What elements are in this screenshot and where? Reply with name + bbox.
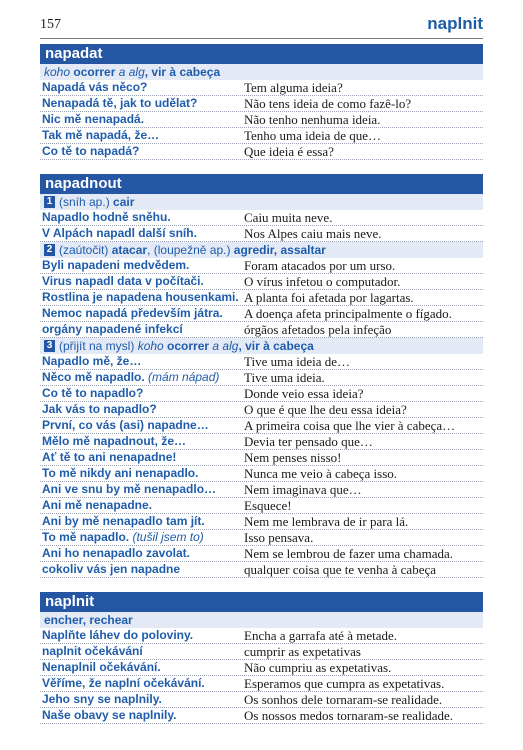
example-row xyxy=(40,692,483,708)
example-row xyxy=(40,628,483,644)
portuguese-translation: A doença afeta principalmente o fígado. xyxy=(244,306,452,321)
czech-example xyxy=(40,660,242,675)
czech-text: Nenaplnil očekávání. xyxy=(42,660,161,674)
portuguese-translation: Nem penses nisso! xyxy=(244,450,342,465)
sense-label-part: koho xyxy=(137,339,168,353)
example-row xyxy=(40,482,483,498)
page-header xyxy=(40,14,483,39)
portuguese-translation: Que ideia é essa? xyxy=(244,144,334,159)
portuguese-translation: Nem se lembrou de fazer uma chamada. xyxy=(244,546,453,561)
portuguese-translation: Tem alguma ideia? xyxy=(244,80,343,95)
example-row xyxy=(40,112,483,128)
czech-text: Ani ve snu by mě nenapadlo… xyxy=(42,482,217,496)
czech-example xyxy=(40,290,242,305)
czech-text: Nemoc napadá především játra. xyxy=(42,306,223,320)
czech-text: To mě napadlo. xyxy=(42,530,130,544)
example-row xyxy=(40,322,483,338)
portuguese-translation: Donde veio essa ideia? xyxy=(244,386,364,401)
czech-example xyxy=(40,482,242,497)
czech-example xyxy=(40,226,242,241)
example-row xyxy=(40,402,483,418)
czech-text: Byli napadeni medvědem. xyxy=(42,258,190,272)
czech-example xyxy=(40,112,242,127)
sense-label-part: agredir, assaltar xyxy=(233,243,326,257)
example-row xyxy=(40,80,483,96)
example-row xyxy=(40,514,483,530)
example-row xyxy=(40,290,483,306)
portuguese-translation: Não tens ideia de como fazê-lo? xyxy=(244,96,412,111)
dictionary-content xyxy=(40,44,483,738)
sense-line xyxy=(40,338,483,354)
sense-label-part: (zaútočit) xyxy=(59,243,112,257)
czech-text: Rostlina je napadena housenkami. xyxy=(42,290,239,304)
czech-text: cokoliv vás jen napadne xyxy=(42,562,181,576)
czech-example xyxy=(40,128,242,143)
example-row xyxy=(40,546,483,562)
usage-note: (tušil jsem to) xyxy=(129,530,204,544)
example-row xyxy=(40,386,483,402)
czech-text: Naplňte láhev do poloviny. xyxy=(42,628,194,642)
portuguese-translation: O vírus infetou o computador. xyxy=(244,274,401,289)
czech-example xyxy=(40,370,242,385)
czech-example xyxy=(40,676,242,691)
sense-label-part: ocorrer xyxy=(73,65,119,79)
example-row xyxy=(40,562,483,578)
sense-label-part: , vir à cabeça xyxy=(238,339,314,353)
czech-text: Tak mě napadá, že… xyxy=(42,128,160,142)
czech-text: Mělo mě napadnout, že… xyxy=(42,434,187,448)
czech-example xyxy=(40,96,242,111)
czech-text: Jeho sny se naplnily. xyxy=(42,692,162,706)
czech-example xyxy=(40,514,242,529)
example-row xyxy=(40,644,483,660)
example-row xyxy=(40,708,483,724)
portuguese-translation: Tive uma ideia de… xyxy=(244,354,351,369)
example-row xyxy=(40,530,483,546)
czech-text: Něco mě napadlo. xyxy=(42,370,145,384)
entry-headword: naplnit xyxy=(40,592,483,612)
czech-text: Ani by mě nenapadlo tam jít. xyxy=(42,514,205,528)
czech-text: Věříme, že naplní očekávání. xyxy=(42,676,205,690)
sense-label-part: a alg xyxy=(118,65,145,79)
czech-example xyxy=(40,354,242,369)
portuguese-translation: Os nossos medos tornaram-se realidade. xyxy=(244,708,454,723)
dictionary-entry xyxy=(40,592,483,724)
sense-label-part: (přijít na mysl) xyxy=(59,339,138,353)
example-row xyxy=(40,210,483,226)
example-row xyxy=(40,450,483,466)
sense-label-part: encher, rechear xyxy=(44,613,133,627)
czech-example xyxy=(40,258,242,273)
example-row xyxy=(40,660,483,676)
usage-note: (mám nápad) xyxy=(144,370,220,384)
czech-example xyxy=(40,692,242,707)
czech-example xyxy=(40,144,242,159)
portuguese-translation: Nem me lembrava de ir para lá. xyxy=(244,514,409,529)
running-head: naplnit xyxy=(427,14,483,33)
portuguese-translation: Não tenho nenhuma ideia. xyxy=(244,112,381,127)
czech-example xyxy=(40,466,242,481)
czech-example xyxy=(40,708,242,723)
sense-label-part: cair xyxy=(113,195,135,209)
portuguese-translation: Tive uma ideia. xyxy=(244,370,325,385)
example-row xyxy=(40,354,483,370)
example-row xyxy=(40,96,483,112)
czech-text: Ani mě nenapadne. xyxy=(42,498,153,512)
portuguese-translation: Isso pensava. xyxy=(244,530,314,545)
dictionary-entry xyxy=(40,44,483,160)
czech-text: naplnit očekávání xyxy=(42,644,143,658)
portuguese-translation: Foram atacados por um urso. xyxy=(244,258,396,273)
portuguese-translation: O que é que lhe deu essa ideia? xyxy=(244,402,407,417)
example-row xyxy=(40,418,483,434)
sense-label-part: koho xyxy=(44,65,74,79)
portuguese-translation: Nunca me veio à cabeça isso. xyxy=(244,466,398,481)
czech-example xyxy=(40,628,242,643)
sense-line xyxy=(40,194,483,210)
sense-label-part: atacar xyxy=(111,243,148,257)
portuguese-translation: A planta foi afetada por lagartas. xyxy=(244,290,414,305)
czech-example xyxy=(40,402,242,417)
czech-text: Co tě to napadlo? xyxy=(42,386,144,400)
portuguese-translation: Esquece! xyxy=(244,498,292,513)
portuguese-translation: Nem imaginava que… xyxy=(244,482,362,497)
portuguese-translation: Devia ter pensado que… xyxy=(244,434,373,449)
sense-label-part: ocorrer xyxy=(167,339,213,353)
czech-example xyxy=(40,530,242,545)
czech-text: To mě nikdy ani nenapadlo. xyxy=(42,466,199,480)
page-number: 157 xyxy=(40,17,61,32)
czech-example xyxy=(40,306,242,321)
czech-example xyxy=(40,450,242,465)
example-row xyxy=(40,274,483,290)
czech-text: Jak vás to napadlo? xyxy=(42,402,157,416)
portuguese-translation: Esperamos que cumpra as expetativas. xyxy=(244,676,445,691)
portuguese-translation: Nos Alpes caiu mais neve. xyxy=(244,226,382,241)
portuguese-translation: A primeira coisa que lhe vier à cabeça… xyxy=(244,418,456,433)
czech-example xyxy=(40,210,242,225)
sense-number-badge: 2 xyxy=(44,244,55,256)
example-row xyxy=(40,226,483,242)
portuguese-translation: Não cumpriu as expetativas. xyxy=(244,660,392,675)
portuguese-translation: órgãos afetados pela infeção xyxy=(244,322,392,337)
portuguese-translation: Os sonhos dele tornaram-se realidade. xyxy=(244,692,443,707)
sense-label-part: a alg xyxy=(212,339,239,353)
czech-text: Virus napadl data v počítači. xyxy=(42,274,204,288)
czech-example xyxy=(40,274,242,289)
example-row xyxy=(40,498,483,514)
czech-example xyxy=(40,434,242,449)
czech-text: orgány napadené infekcí xyxy=(42,322,183,336)
portuguese-translation: cumprir as expetativas xyxy=(244,644,361,659)
czech-text: Napadá vás něco? xyxy=(42,80,148,94)
example-row xyxy=(40,434,483,450)
example-row xyxy=(40,676,483,692)
czech-text: Co tě to napadá? xyxy=(42,144,140,158)
sense-line xyxy=(40,612,483,628)
portuguese-translation: Tenho uma ideia de que… xyxy=(244,128,381,143)
czech-text: První, co vás (asi) napadne… xyxy=(42,418,209,432)
example-row xyxy=(40,306,483,322)
example-row xyxy=(40,128,483,144)
czech-text: Naše obavy se naplnily. xyxy=(42,708,177,722)
czech-text: V Alpách napadl další sníh. xyxy=(42,226,197,240)
czech-text: Nic mě nenapadá. xyxy=(42,112,145,126)
czech-example xyxy=(40,418,242,433)
czech-text: Napadlo mě, že… xyxy=(42,354,142,368)
sense-number-badge: 3 xyxy=(44,340,55,352)
czech-text: Nenapadá tě, jak to udělat? xyxy=(42,96,198,110)
czech-example xyxy=(40,386,242,401)
dictionary-entry xyxy=(40,174,483,578)
czech-example xyxy=(40,80,242,95)
czech-example xyxy=(40,322,242,337)
czech-example xyxy=(40,562,242,577)
sense-label-part: , vir à cabeça xyxy=(144,65,221,79)
czech-text: Ani ho nenapadlo zavolat. xyxy=(42,546,191,560)
portuguese-translation: Encha a garrafa até à metade. xyxy=(244,628,398,643)
czech-text: Napadlo hodně sněhu. xyxy=(42,210,171,224)
portuguese-translation: qualquer coisa que te venha à cabeça xyxy=(244,562,437,577)
sense-line xyxy=(40,64,483,80)
czech-example xyxy=(40,498,242,513)
czech-text: Ať tě to ani nenapadne! xyxy=(42,450,177,464)
example-row xyxy=(40,466,483,482)
example-row xyxy=(40,370,483,386)
czech-example xyxy=(40,546,242,561)
sense-line xyxy=(40,242,483,258)
czech-example xyxy=(40,644,242,659)
example-row xyxy=(40,258,483,274)
entry-headword: napadat xyxy=(40,44,483,64)
sense-label-part: (sníh ap.) xyxy=(59,195,114,209)
sense-label-part: , (loupežně ap.) xyxy=(147,243,234,257)
entry-headword: napadnout xyxy=(40,174,483,194)
portuguese-translation: Caiu muita neve. xyxy=(244,210,333,225)
sense-number-badge: 1 xyxy=(44,196,55,208)
example-row xyxy=(40,144,483,160)
